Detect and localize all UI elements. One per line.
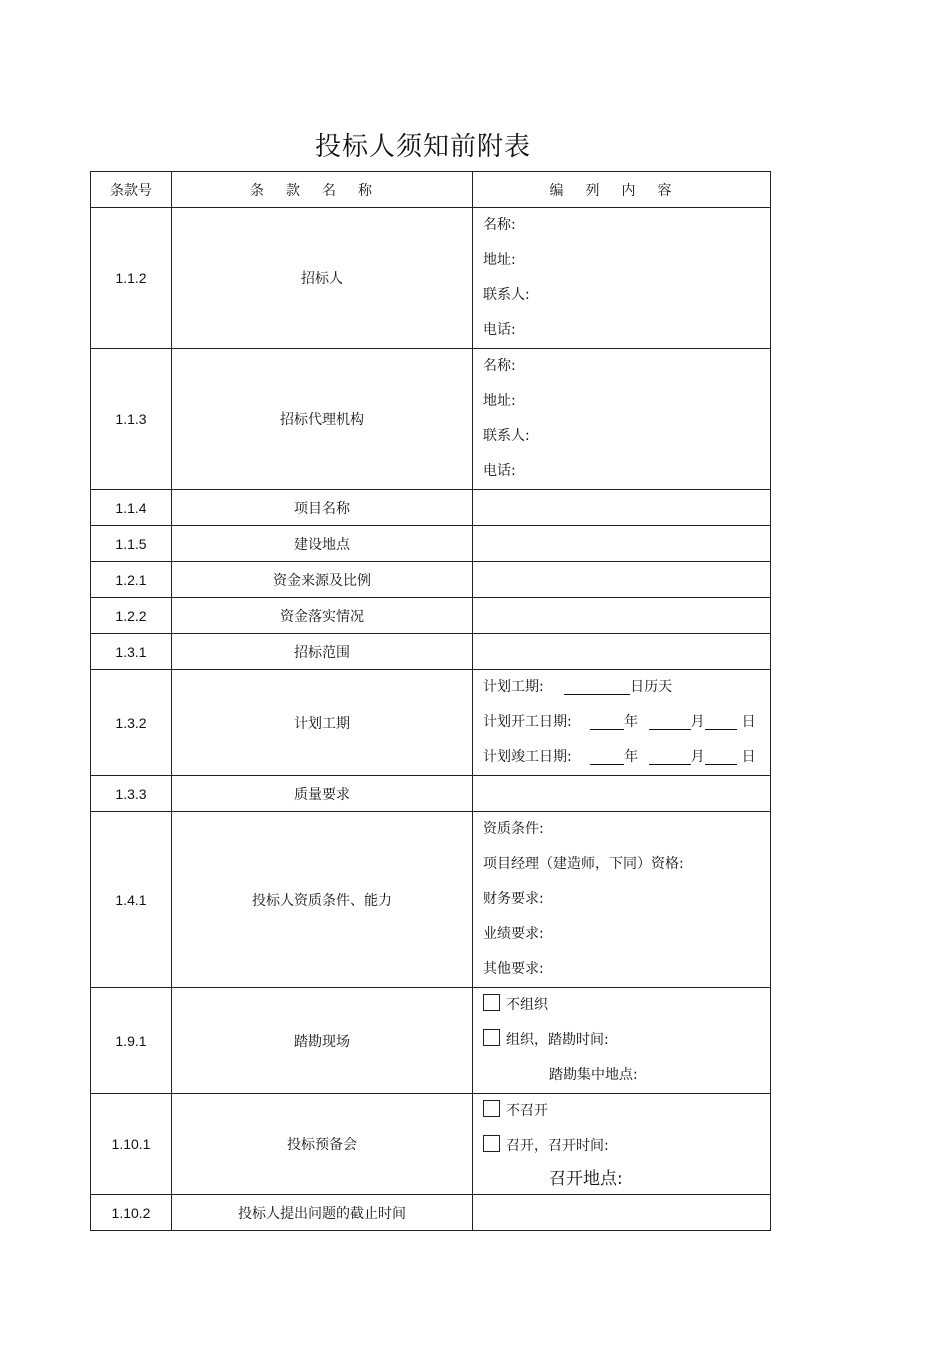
site-visit-option-organize[interactable] [483, 1023, 760, 1058]
clause-number: 1.1.3 [91, 349, 172, 490]
clause-number: 1.1.4 [91, 490, 172, 526]
header-content: 编列内容 [473, 172, 771, 208]
qualification-field[interactable]: 资质条件: [483, 821, 544, 837]
clause-number: 1.10.1 [91, 1094, 172, 1195]
finance-requirement-field[interactable]: 财务要求: [483, 891, 544, 907]
manager-qualification-field[interactable]: 项目经理（建造师，下同）资格: [483, 856, 684, 872]
clause-name: 招标代理机构 [172, 349, 473, 490]
site-visit-place-field[interactable]: 踏勘集中地点: [549, 1067, 638, 1083]
option-label: 不组织 [506, 997, 548, 1013]
table-row [91, 634, 771, 670]
meeting-option-none[interactable] [483, 1094, 760, 1129]
table-row [91, 598, 771, 634]
clause-number: 1.2.2 [91, 598, 172, 634]
other-requirement-field[interactable]: 其他要求: [483, 961, 544, 977]
end-date-label: 计划竣工日期: [483, 749, 572, 765]
year-unit: 年 [624, 714, 639, 730]
performance-requirement-field[interactable]: 业绩要求: [483, 926, 544, 942]
table-row [91, 562, 771, 598]
clause-content-empty[interactable] [473, 598, 771, 634]
month-unit: 月 [690, 749, 705, 765]
meeting-place-field[interactable]: 召开地点: [549, 1169, 623, 1189]
bidder-instructions-table [90, 171, 771, 1231]
phone-field[interactable]: 电话: [483, 322, 516, 338]
clause-name: 计划工期 [172, 670, 473, 776]
table-row [91, 526, 771, 562]
clause-number: 1.1.2 [91, 208, 172, 349]
clause-content [473, 1094, 771, 1195]
end-month-blank[interactable] [649, 750, 691, 765]
clause-content-empty[interactable] [473, 1195, 771, 1231]
clause-number: 1.3.2 [91, 670, 172, 776]
table-row [91, 490, 771, 526]
end-day-blank[interactable] [705, 750, 737, 765]
clause-number: 1.2.1 [91, 562, 172, 598]
clause-name: 质量要求 [172, 776, 473, 812]
table-row [91, 988, 771, 1094]
clause-content-empty[interactable] [473, 562, 771, 598]
checkbox[interactable] [483, 994, 500, 1011]
option-label: 召开，召开时间: [506, 1138, 609, 1154]
name-field[interactable]: 名称: [483, 358, 516, 374]
checkbox[interactable] [483, 1135, 500, 1152]
duration-unit: 日历天 [630, 679, 673, 695]
option-label: 组织，踏勘时间: [506, 1032, 609, 1048]
clause-name: 招标范围 [172, 634, 473, 670]
header-clause-number: 条款号 [91, 172, 172, 208]
table-row [91, 812, 771, 988]
clause-content [473, 349, 771, 490]
clause-number: 1.1.5 [91, 526, 172, 562]
clause-content-empty[interactable] [473, 634, 771, 670]
table-row [91, 1094, 771, 1195]
start-year-blank[interactable] [590, 715, 624, 730]
clause-number: 1.10.2 [91, 1195, 172, 1231]
clause-number: 1.3.3 [91, 776, 172, 812]
site-visit-option-none[interactable] [483, 988, 760, 1023]
clause-content [473, 208, 771, 349]
address-field[interactable]: 地址: [483, 252, 516, 268]
duration-label: 计划工期: [483, 679, 544, 695]
checkbox[interactable] [483, 1029, 500, 1046]
clause-name: 投标预备会 [172, 1094, 473, 1195]
table-header-row [91, 172, 771, 208]
year-unit: 年 [624, 749, 639, 765]
end-date-line [483, 740, 760, 775]
clause-name: 项目名称 [172, 490, 473, 526]
clause-content [473, 670, 771, 776]
clause-name: 招标人 [172, 208, 473, 349]
table-row [91, 208, 771, 349]
clause-name: 投标人资质条件、能力 [172, 812, 473, 988]
clause-content-empty[interactable] [473, 776, 771, 812]
clause-number: 1.3.1 [91, 634, 172, 670]
clause-name: 建设地点 [172, 526, 473, 562]
duration-blank[interactable] [564, 680, 630, 695]
start-date-line [483, 705, 760, 740]
table-row [91, 349, 771, 490]
checkbox[interactable] [483, 1100, 500, 1117]
day-unit: 日 [741, 749, 756, 765]
contact-person-field[interactable]: 联系人: [483, 287, 530, 303]
month-unit: 月 [690, 714, 705, 730]
table-row [91, 776, 771, 812]
end-year-blank[interactable] [590, 750, 624, 765]
table-row [91, 670, 771, 776]
clause-name: 踏勘现场 [172, 988, 473, 1094]
contact-person-field[interactable]: 联系人: [483, 428, 530, 444]
clause-name: 资金落实情况 [172, 598, 473, 634]
meeting-option-hold[interactable] [483, 1129, 760, 1164]
clause-number: 1.9.1 [91, 988, 172, 1094]
start-month-blank[interactable] [649, 715, 691, 730]
clause-content-empty[interactable] [473, 490, 771, 526]
address-field[interactable]: 地址: [483, 393, 516, 409]
clause-number: 1.4.1 [91, 812, 172, 988]
clause-name: 资金来源及比例 [172, 562, 473, 598]
start-date-label: 计划开工日期: [483, 714, 572, 730]
name-field[interactable]: 名称: [483, 217, 516, 233]
clause-content [473, 988, 771, 1094]
header-clause-name: 条款名称 [172, 172, 473, 208]
page-title: 投标人须知前附表 [314, 132, 531, 162]
option-label: 不召开 [506, 1103, 548, 1119]
start-day-blank[interactable] [705, 715, 737, 730]
phone-field[interactable]: 电话: [483, 463, 516, 479]
clause-name: 投标人提出问题的截止时间 [172, 1195, 473, 1231]
clause-content-empty[interactable] [473, 526, 771, 562]
table-row [91, 1195, 771, 1231]
day-unit: 日 [741, 714, 756, 730]
duration-line [483, 670, 760, 705]
clause-content [473, 812, 771, 988]
